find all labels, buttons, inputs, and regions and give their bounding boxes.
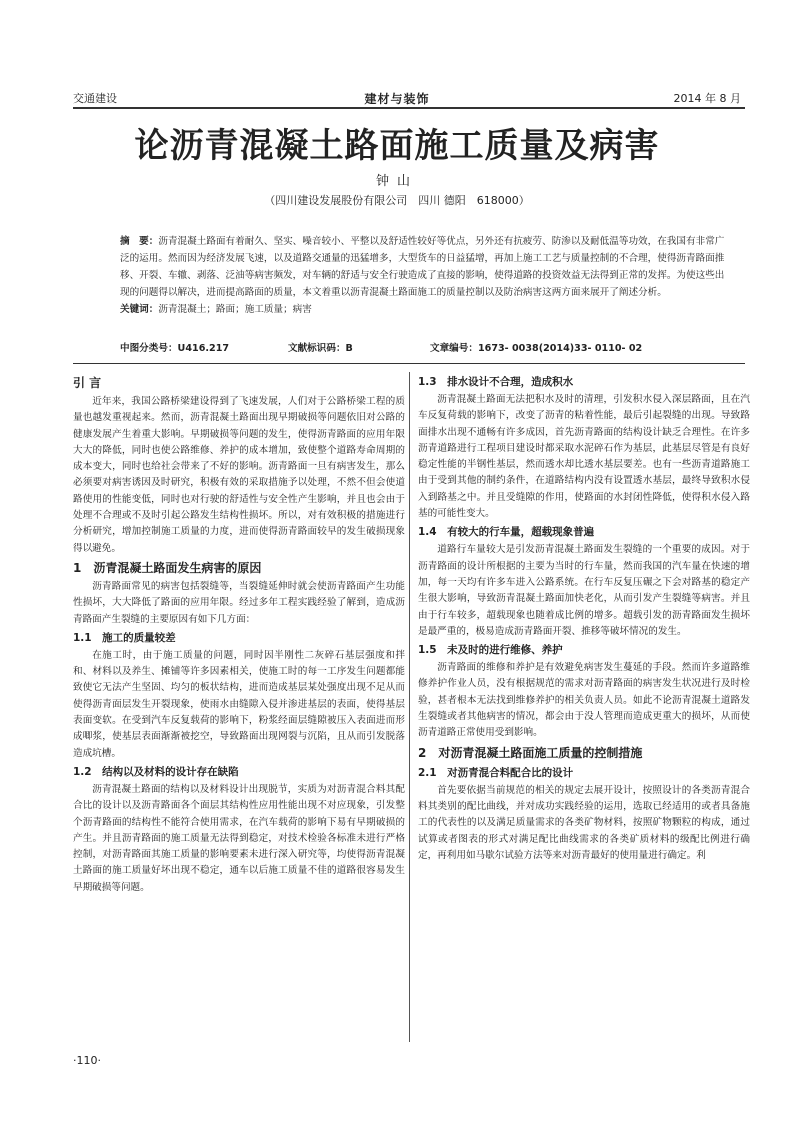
- running-header-section: 交通建设: [73, 92, 117, 105]
- section-heading: 2 对沥青混凝土路面施工质量的控制措施: [418, 745, 643, 760]
- journal-name: 建材与装饰: [364, 92, 430, 106]
- paragraph: 首先要依据当前规范的相关的规定去展开设计，按照设计的各类沥青混合料其类别的配比曲线，并对成功实践经验的运用，选取已经适用的或者具备施工的代表性的以及满足质量需求的各类矿物材料，按照矿物颗粒的构成，通过试算或者图表的形式对满足配比曲线需求的各类矿质材料的级配比例进行确定，再利用如马歇尔试验方法等来对沥青最好的使用量进行确定。利: [418, 784, 750, 861]
- subsection-heading: 1.5 未及时的进行维修、养护: [418, 644, 563, 657]
- column-divider: [409, 372, 410, 1042]
- body-column-left: [73, 372, 405, 1042]
- subsection-heading: 2.1 对沥青混合料配合比的设计: [418, 766, 574, 779]
- page-number: ·110·: [73, 1054, 101, 1067]
- article-title: 论沥青混凝土路面施工质量及病害: [134, 126, 660, 166]
- affiliation: （四川建设发展股份有限公司 四川 德阳 618000）: [264, 194, 530, 207]
- header-rule: [73, 107, 745, 109]
- keywords: [120, 301, 725, 318]
- issue-date: 2014 年 8 月: [673, 92, 741, 105]
- article-number: 文章编号：1673- 0038(2014)33- 0110- 02: [430, 343, 643, 354]
- abstract-label: 摘 要：: [120, 236, 159, 247]
- clc-number: 中图分类号：U416.217: [120, 343, 230, 354]
- keywords-text: 沥青混凝土；路面；施工质量；病害: [158, 304, 312, 315]
- section-heading: 引 言: [73, 376, 102, 390]
- abstract-body: [120, 233, 725, 301]
- paragraph: 沥青混凝土路面无法把积水及时的清理，引发积水侵入深层路面，且在汽车反复荷载的影响下，改变了沥青的粘着性能，最后引起裂缝的出现。导致路面排水出现不通畅有许多成因，首先沥青路面的结构设计缺乏合理性。在许多沥青道路进行工程项目建设时都采取水泥碎石作为基层，此基层尽管是有良好稳定性能的半钢性基层，然而透水却比透水基层要差。也有一些沥青道路施工由于受到其他的制约条件，在道路结构内没有设置透水基层，最终导致积水侵入到路基之中。并且受缝隙的作用，使路面的水封闭性降低，使得积水侵入路基的可能性变大。: [418, 394, 750, 520]
- abstract: [120, 233, 725, 318]
- abstract-text: 沥青混凝土路面有着耐久、坚实、噪音较小、平整以及舒适性较好等优点，另外还有抗疲劳、防渗以及耐低温等功效，在我国有非常广泛的运用。然而因为经济发展飞速，以及道路交通量的迅猛增多，大型货车的日益猛增，再加上施工工艺与质量控制的不合理，使得沥青路面推移、开裂、车辙、剥落、泛油等病害频发，对车辆的舒适与安全行驶造成了直接的影响，使得道路的投资效益无法得到正常的发挥。为使这些出现的问题得以解决，进而提高路面的质量，本文着重以沥青混凝土路面施工的质量控制以及防治病害这两方面来展开了阐述分析。: [120, 236, 725, 298]
- paragraph: 道路行车量较大是引发沥青混凝土路面发生裂缝的一个重要的成因。对于沥青路面的设计所根据的主要为当时的行车量，然而我国的汽车量在快速的增加，每一天均有许多车进入公路系统。在行车反复压碾之下会对路基的稳定产生很大影响，导致沥青混凝土路面加快老化，从而引发产生裂缝等病害。并且由于行车较多，超载现象也随着成比例的增多。超载引发的沥青路面发生损坏是最严重的，极易造成沥青路面开裂、推移等破坏情况的发生。: [418, 544, 750, 637]
- keywords-label: 关键词：: [120, 304, 159, 315]
- meta-rule: [73, 363, 745, 364]
- subsection-heading: 1.2 结构以及材料的设计存在缺陷: [73, 765, 239, 778]
- paragraph: 沥青路面常见的病害包括裂缝等，当裂缝延伸时就会使沥青路面产生功能性损坏，大大降低了路面的应用年限。经过多年工程实践经验了解到，造成沥青路面产生裂缝的主要原因有如下几方面：: [73, 580, 405, 625]
- document-code: 文献标识码：B: [288, 343, 353, 354]
- section-heading: 1 沥青混凝土路面发生病害的原因: [73, 560, 262, 575]
- subsection-heading: 1.4 有较大的行车量，超载现象普遍: [418, 526, 595, 539]
- subsection-heading: 1.1 施工的质量较差: [73, 631, 176, 644]
- paragraph: 近年来，我国公路桥梁建设得到了飞速发展，人们对于公路桥梁工程的质量也越发重视起来。然而，沥青混凝土路面出现早期破损等问题依旧对公路的健康发展产生着重大影响。早期破损等问题的发生，使得沥青路面的应用年限大大的降低，同时也使公路维修、养护的成本增加，致使整个道路寿命周期的成本变大，同时也给社会带来了不好的影响。沥青路面一旦有病害发生，那么必须要对病害诱因及时研究，积极有效的采取措施予以处理，不然不但会使道路使用的性能变低，同时也对行驶的舒适性与安全性产生影响，并且也会由于处理不合理或不及时引起公路发生结构性损坏。所以，对有效积极的措施进行分析研究，增加控制施工质量的力度，进而使得沥青路面较早的发生破损现象得以避免。: [73, 396, 405, 554]
- paragraph: 沥青混凝土路面的结构以及材料设计出现脱节，实质为对沥青混合料其配合比的设计以及沥青路面各个面层其结构性应用性能出现不对应现象，引发整个沥青路面的结构性不能符合使用需求，在汽车载荷的影响下易有早期破损的产生。并且沥青路面的施工质量无法得到稳定，对技术检验各标准未进行严格控制，对沥青路面其施工质量的影响要素未进行深入研究等，均使得沥青混凝土路面的施工质量好坏出现不稳定，通车以后施工质量不佳的道路很容易发生早期破损等问题。: [73, 783, 405, 893]
- paragraph: 沥青路面的维修和养护是有效避免病害发生蔓延的手段。然而许多道路维修养护作业人员，没有根据规范的需求对沥青路面的病害发生状况进行及时检验，甚者根本无法找到维修养护的相关负责人员。如此不论沥青混凝土道路发生裂缝或者其他病害的情况，都会由于没人管理而造成更重大的损坏，从而使沥青道路正常使用受到影响。: [418, 662, 750, 739]
- subsection-heading: 1.3 排水设计不合理，造成积水: [418, 376, 574, 388]
- paragraph: 在施工时，由于施工质量的问题，同时因半刚性二灰碎石基层强度和拌和、材料以及养生、摊铺等许多因素相关，使施工时的每一工序发生问题都能致使它无法产生坚固、均匀的板状结构，进而造成基层某处强度出现不足从而使得沥青面层发生开裂现象，使雨水由缝隙入侵并渗进基层的表面，使得基层表面变软。在受到汽车反复载荷的影响下，粉浆经面层缝隙被压入表面进而形成唧浆，使基层表面渐渐被挖空，导致路面出现网裂与沉陷，且从而引发脱落造成坑槽。: [73, 649, 405, 759]
- body-column-right: [418, 372, 750, 1042]
- author: 钟山: [375, 174, 418, 189]
